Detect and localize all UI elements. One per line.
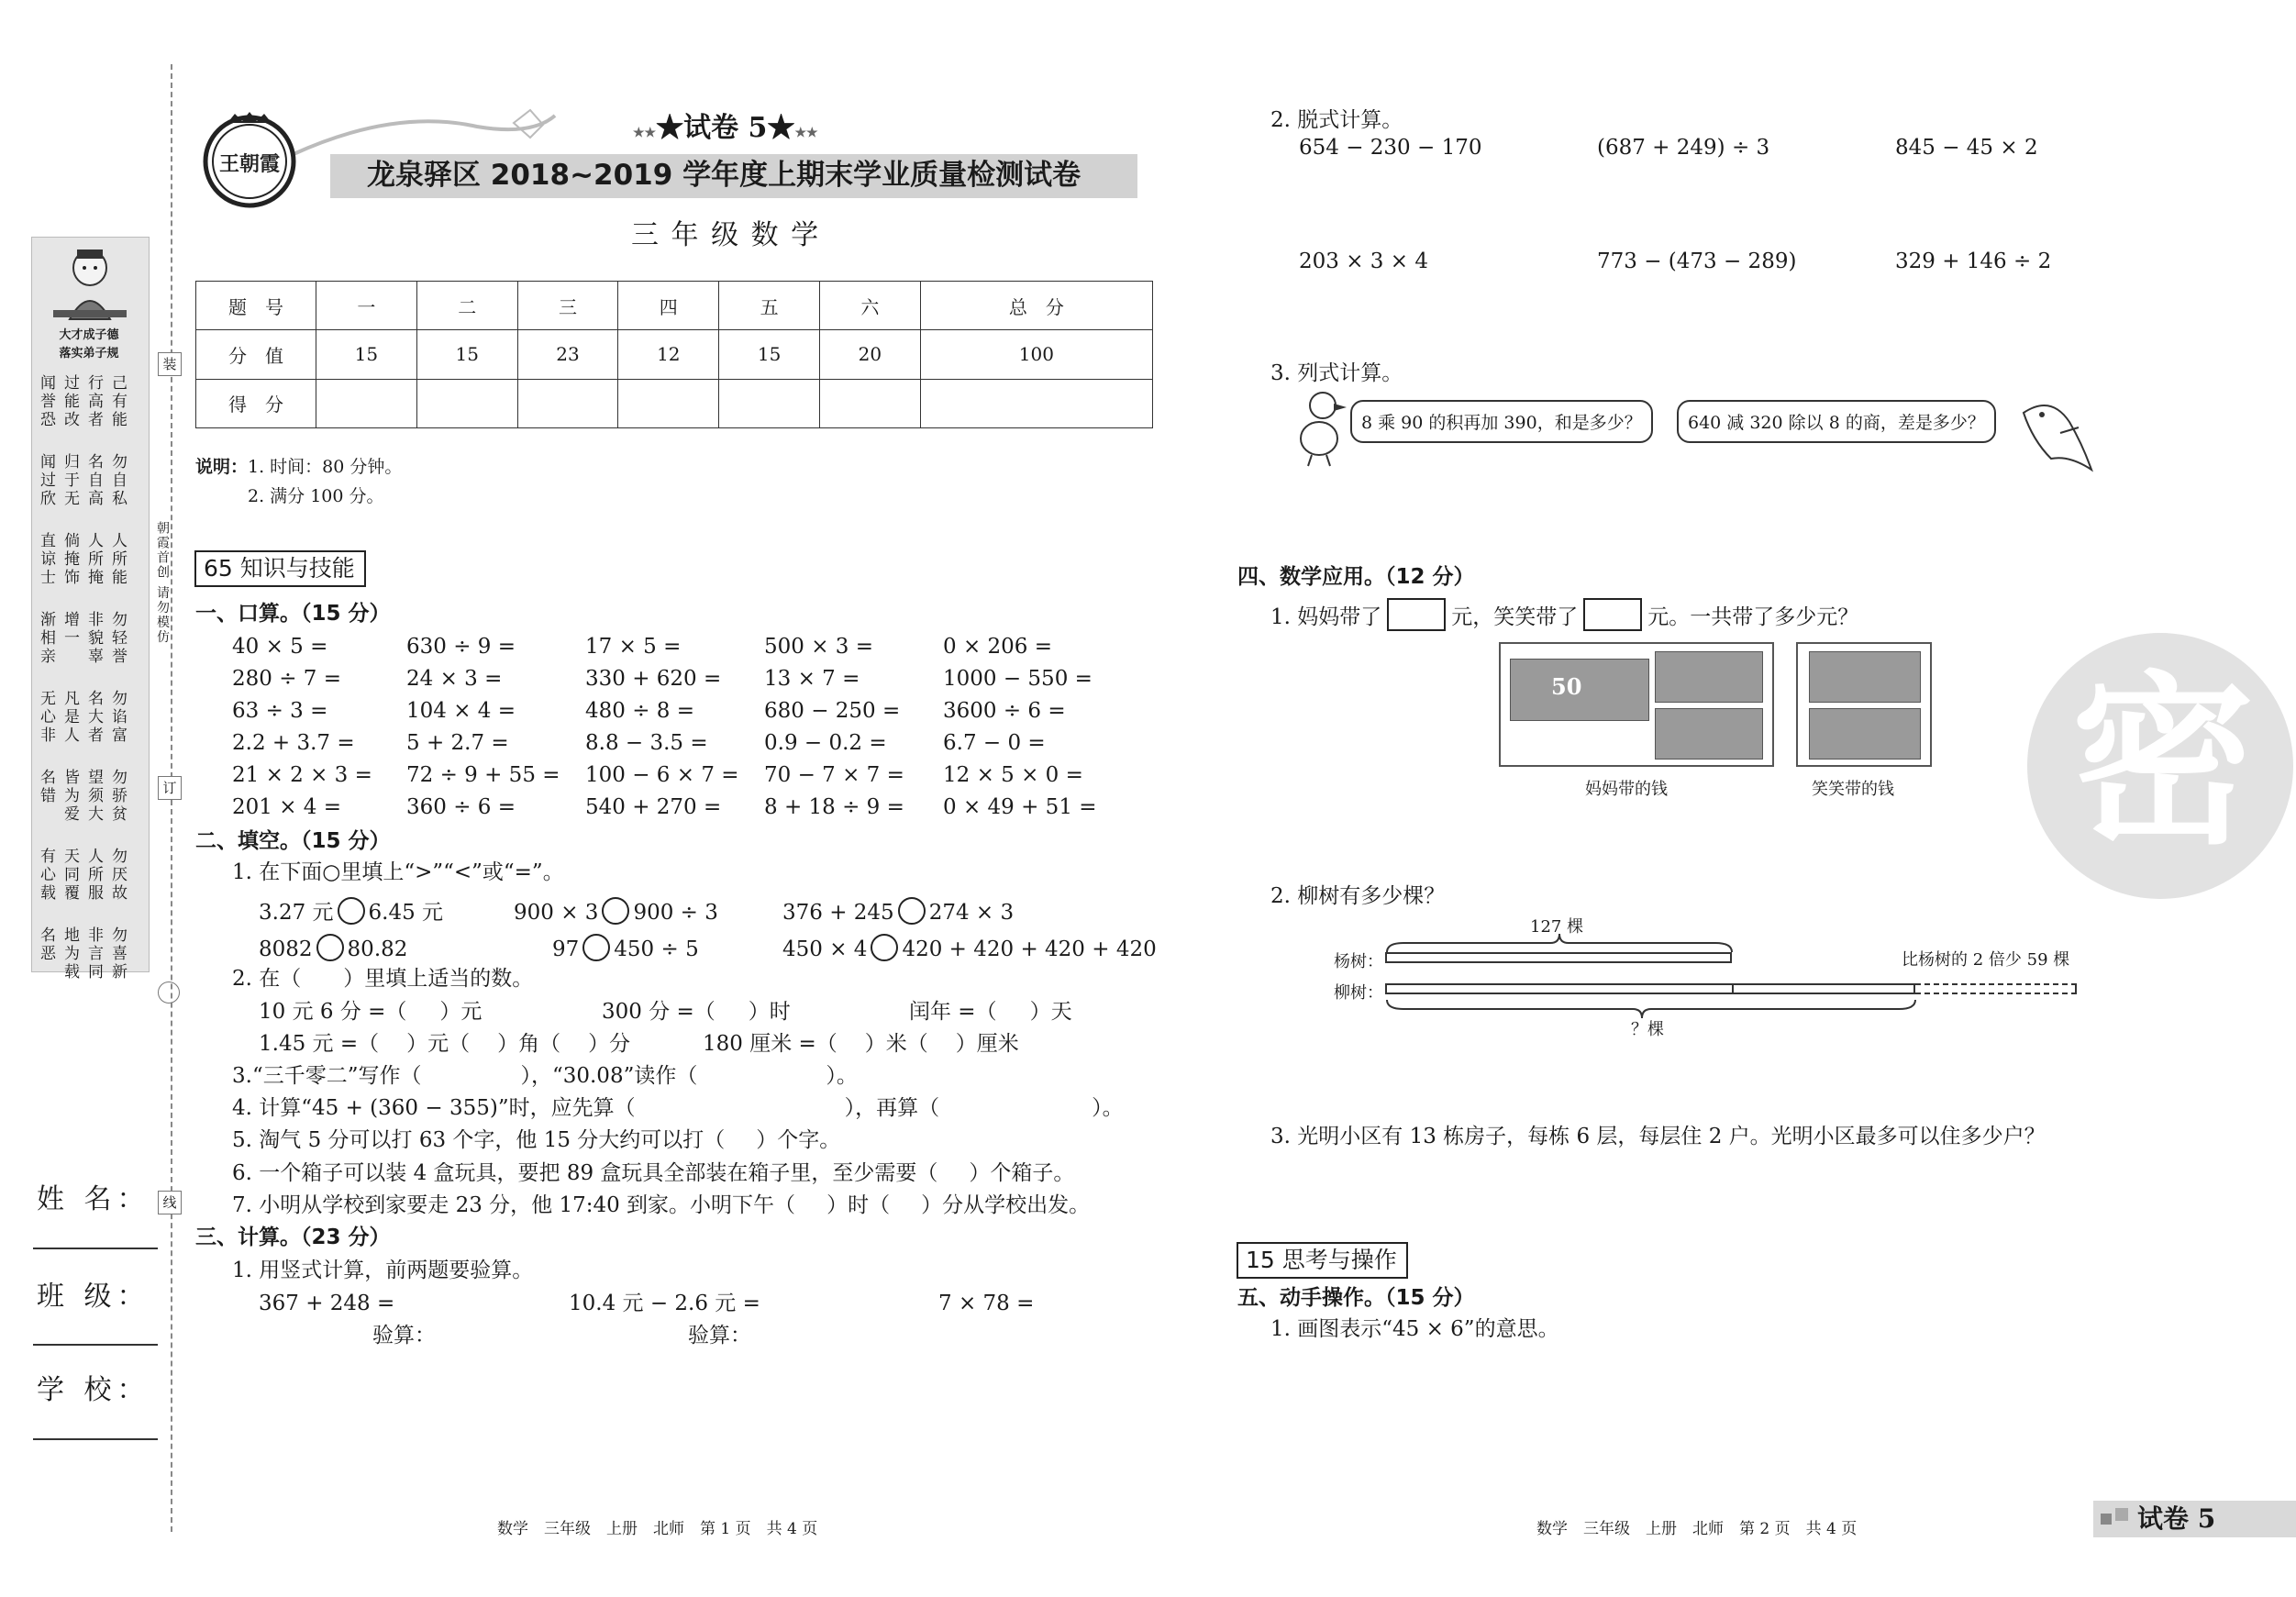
name-field[interactable] [33, 1248, 158, 1249]
score-value-4: 12 [618, 330, 719, 379]
stepwise-calc-1: 654 − 230 − 170 [1299, 136, 1482, 160]
poplar-label: 杨树： [1334, 952, 1383, 971]
word-problem-bubble-1: 8 乘 90 的积再加 390，和是多少？ [1350, 400, 1653, 443]
score-value-6: 20 [819, 330, 920, 379]
oral-calc-item: 280 ÷ 7 = [232, 667, 342, 691]
motto-column: 名恶 [37, 926, 55, 963]
fill-text: ）。 [1092, 1096, 1124, 1120]
oral-calc-item: 3600 ÷ 6 = [943, 699, 1066, 723]
fill-text: 元。一共带了多少元？ [1647, 605, 1859, 629]
oral-calc-item: 5 + 2.7 = [406, 731, 509, 755]
q4-title: 四、数学应用。（12 分） [1237, 565, 1475, 589]
score-table-earned-row [196, 379, 1153, 427]
compare-circle[interactable] [871, 934, 898, 961]
motto-column: 闻过欣 [37, 453, 55, 508]
compare-circle[interactable] [316, 934, 344, 961]
stepwise-calc-4: 203 × 3 × 4 [1299, 250, 1428, 273]
fill-text: 闰年 =（ [909, 1000, 997, 1024]
oral-calc-item: 0 × 49 + 51 = [943, 795, 1097, 819]
banknote [1809, 651, 1921, 703]
oral-calc-item: 12 × 5 × 0 = [943, 763, 1083, 787]
notes-line-1 [195, 459, 402, 476]
xiaoxiao-amount-box[interactable] [1583, 598, 1642, 631]
q3-title: 三、计算。（23 分） [195, 1225, 391, 1249]
class-label: 班 级： [37, 1281, 150, 1313]
score-table-col-4: 四 [618, 282, 719, 330]
oral-calc-item: 100 − 6 × 7 = [585, 763, 739, 787]
compare-left: 450 × 4 [782, 937, 868, 961]
mom-money-caption: 妈妈带的钱 [1585, 780, 1668, 799]
fill-item-2 [602, 1002, 791, 1023]
vertical-calc-2: 10.4 元 − 2.6 元 = [569, 1292, 760, 1315]
motto-column: 人所掩 [84, 532, 103, 587]
seal-mark-1: 装 [158, 352, 182, 376]
willow-bar-part-2 [1732, 983, 1915, 994]
motto-column: 己有能 [108, 374, 127, 429]
oral-calc-item: 1000 − 550 = [943, 667, 1093, 691]
fill-item-5 [703, 1034, 1019, 1055]
stamp-text: 密 [2071, 656, 2256, 870]
oral-calc-item: 17 × 5 = [585, 635, 682, 659]
scholar-figure-icon [48, 246, 132, 321]
motto-column: 渐相亲 [37, 611, 55, 666]
oral-calc-item: 8 + 18 ÷ 9 = [764, 795, 904, 819]
score-table-col-3: 三 [517, 282, 618, 330]
school-field[interactable] [33, 1438, 158, 1440]
motto-column: 勿轻誉 [108, 611, 127, 666]
fill-text: ）角（ [497, 1032, 561, 1056]
oral-calc-item: 330 + 620 = [585, 667, 722, 691]
logo-text: 王朝霞 [218, 152, 281, 176]
score-table-col-2: 二 [416, 282, 517, 330]
motto-column: 直谅士 [37, 532, 55, 587]
oral-calc-item: 24 × 3 = [406, 667, 503, 691]
motto-column: 地为载 [61, 926, 79, 981]
oral-calc-item: 630 ÷ 9 = [406, 635, 516, 659]
q2-s4 [232, 1098, 1124, 1119]
fifty-yuan-note [1510, 659, 1649, 721]
compare-right: 450 ÷ 5 [614, 937, 699, 961]
oral-calc-item: 201 × 4 = [232, 795, 342, 819]
willow-label: 柳树： [1334, 983, 1383, 1003]
q3-3-title: 3. 列式计算。 [1270, 361, 1403, 385]
vertical-note: 朝霞首创 请勿模仿 [155, 521, 170, 645]
score-table-col-total: 总 分 [920, 282, 1152, 330]
fill-text: 元，笑笑带了 [1451, 605, 1579, 629]
fill-text: ）。 [826, 1064, 858, 1088]
compare-left: 376 + 245 [782, 901, 894, 925]
oral-calc-item: 2.2 + 3.7 = [232, 731, 355, 755]
oral-calc-item: 540 + 270 = [585, 795, 722, 819]
q2-title: 二、填空。（15 分） [195, 829, 391, 853]
motto-column: 勿自私 [108, 453, 127, 508]
vertical-calc-1: 367 + 248 = [259, 1292, 395, 1315]
willow-question-label: ？棵 [1631, 1020, 1664, 1039]
section-title-thinking: 15 思考与操作 [1237, 1242, 1408, 1279]
compare-left: 97 [552, 937, 580, 961]
compare-left: 3.27 元 [259, 901, 334, 925]
compare-right: 80.82 [347, 937, 408, 961]
oral-calc-item: 680 − 250 = [764, 699, 901, 723]
oral-calc-item: 0.9 − 0.2 = [764, 731, 887, 755]
q5-s1: 1. 画图表示“45 × 6”的意思。 [1270, 1317, 1559, 1341]
oral-calc-item: 70 − 7 × 7 = [764, 763, 904, 787]
q4-s1 [1270, 598, 1858, 631]
score-table-header-row [196, 282, 1153, 330]
fill-text: ）时（ [826, 1193, 891, 1217]
fill-text: ）元（ [406, 1032, 471, 1056]
oral-calc-item: 63 ÷ 3 = [232, 699, 328, 723]
slogan-line-2: 落实弟子规 [59, 347, 119, 360]
compare-item-5 [552, 934, 699, 961]
motto-column: 有心载 [37, 848, 55, 903]
seal-mark-3: 线 [158, 1191, 182, 1214]
name-label: 姓 名： [37, 1183, 150, 1215]
fill-text: ），再算（ [844, 1096, 940, 1120]
stepwise-calc-3: 845 − 45 × 2 [1895, 136, 2038, 160]
willow-shortfall-bar [1915, 983, 2077, 994]
motto-column: 非言同 [84, 926, 103, 981]
fill-text: ）个箱子。 [969, 1161, 1075, 1185]
class-field[interactable] [33, 1344, 158, 1346]
score-table [195, 281, 1153, 428]
motto-column: 凡是人 [61, 690, 79, 745]
motto-column: 增一 [61, 611, 79, 648]
earned-score-cell[interactable] [719, 379, 820, 427]
earned-score-cell[interactable] [819, 379, 920, 427]
motto-column: 天同覆 [61, 848, 79, 903]
fill-text: ）天 [1029, 1000, 1072, 1024]
score-value-3: 23 [517, 330, 618, 379]
duck-cartoon-icon [1293, 385, 1348, 468]
q2-s3 [232, 1066, 858, 1087]
paper-tag: 试卷 5 [683, 112, 768, 144]
xiaoxiao-money-caption: 笑笑带的钱 [1812, 780, 1894, 799]
motto-column: 人所能 [108, 532, 127, 587]
word-problem-bubble-2: 640 减 320 除以 8 的商，差是多少？ [1677, 400, 1996, 443]
motto-column: 倘掩饰 [61, 532, 79, 587]
motto-column: 非貌辜 [84, 611, 103, 666]
fill-text: ）分 [588, 1032, 631, 1056]
exam-title: 龙泉驿区 2018~2019 学年度上期末学业质量检测试卷 [367, 159, 1081, 192]
motto-column: 勿谄富 [108, 690, 127, 745]
q2-s2: 2. 在（ ）里填上适当的数。 [232, 967, 534, 991]
oral-calc-item: 6.7 − 0 = [943, 731, 1046, 755]
oral-calc-item: 360 ÷ 6 = [406, 795, 516, 819]
poplar-brace-icon [1385, 932, 1734, 954]
vertical-calc-3: 7 × 78 = [938, 1292, 1035, 1315]
motto-column: 名自高 [84, 453, 103, 508]
fill-text: ）分从学校出发。 [921, 1193, 1091, 1217]
earned-score-cell[interactable] [920, 379, 1152, 427]
score-table-col-1: 一 [316, 282, 417, 330]
score-table-label-cell: 分 值 [196, 330, 316, 379]
motto-column: 无心非 [37, 690, 55, 745]
motto-column: 勿骄贫 [108, 769, 127, 824]
poplar-bar [1385, 952, 1732, 963]
q2-s7 [232, 1195, 1090, 1216]
compare-circle[interactable] [338, 897, 365, 925]
earned-score-cell[interactable] [618, 379, 719, 427]
oral-calc-item: 500 × 3 = [764, 635, 874, 659]
dolphin-cartoon-icon [2014, 385, 2097, 477]
fill-text: 6. 一个箱子可以装 4 盒玩具，要把 89 盒玩具全部装在箱子里，至少需要（ [232, 1161, 938, 1185]
compare-circle[interactable] [602, 897, 629, 925]
fill-text: 1. 妈妈带了 [1270, 605, 1382, 629]
fill-text: 7. 小明从学校到家要走 23 分，他 17:40 到家。小明下午（ [232, 1193, 796, 1217]
stepwise-calc-2: (687 + 249) ÷ 3 [1597, 136, 1770, 160]
compare-circle[interactable] [582, 934, 610, 961]
compare-right: 6.45 元 [368, 901, 444, 925]
earned-score-cell[interactable] [416, 379, 517, 427]
fill-text: ）米（ [864, 1032, 928, 1056]
motto-column: 名大者 [84, 690, 103, 745]
stepwise-calc-6: 329 + 146 ÷ 2 [1895, 250, 2052, 273]
compare-right: 420 + 420 + 420 + 420 [902, 937, 1157, 961]
slogan-line-1: 大才成子德 [59, 328, 119, 342]
footer-left: 数学 三年级 上册 北师 第 1 页 共 4 页 [497, 1520, 818, 1538]
motto-column: 人所服 [84, 848, 103, 903]
section-title-knowledge: 65 知识与技能 [194, 550, 366, 587]
compare-left: 900 × 3 [514, 901, 599, 925]
oral-calc-item: 8.8 − 3.5 = [585, 731, 708, 755]
q2-s6 [232, 1163, 1074, 1184]
oral-calc-item: 40 × 5 = [232, 635, 328, 659]
motto-column: 望须大 [84, 769, 103, 824]
oral-calc-item: 21 × 2 × 3 = [232, 763, 372, 787]
score-value-total: 100 [920, 330, 1152, 379]
fill-item-3 [909, 1002, 1072, 1023]
fill-text: ）个字。 [756, 1128, 841, 1152]
fill-text: 300 分 =（ [602, 1000, 715, 1024]
compare-right: 900 ÷ 3 [633, 901, 718, 925]
q4-s2: 2. 柳树有多少棵？ [1270, 884, 1446, 908]
score-table-col-5: 五 [719, 282, 820, 330]
fill-text: ）厘米 [955, 1032, 1019, 1056]
q1-title: 一、口算。（15 分） [195, 602, 391, 626]
check-label-1: 验算： [372, 1324, 436, 1347]
check-label-2: 验算： [688, 1324, 751, 1347]
fill-text: ）时 [748, 1000, 791, 1024]
poplar-count-label: 127 棵 [1530, 917, 1584, 937]
willow-relation-label: 比杨树的 2 倍少 59 棵 [1902, 950, 2070, 970]
oral-calc-item: 13 × 7 = [764, 667, 860, 691]
footer-tag: 试卷 5 [2137, 1503, 2216, 1534]
note-item: 1. 时间：80 分钟。 [248, 457, 403, 477]
motto-column: 行高者 [84, 374, 103, 429]
fill-text: ），“30.08”读作（ [520, 1064, 698, 1088]
paper-tag-title: ★★★试卷 5★★★ [633, 112, 818, 144]
motto-column: 勿喜新 [108, 926, 127, 981]
score-value-2: 15 [416, 330, 517, 379]
binding-hole-icon [158, 981, 180, 1004]
fill-item-1 [259, 1002, 482, 1023]
compare-circle[interactable] [898, 897, 926, 925]
compare-item-2 [514, 897, 718, 925]
fill-text: 10 元 6 分 =（ [259, 1000, 407, 1024]
motto-column: 勿厌故 [108, 848, 127, 903]
willow-bar-part-1 [1385, 983, 1732, 994]
fill-item-4 [259, 1034, 630, 1055]
motto-column: 闻誉恐 [37, 374, 55, 429]
footer-right: 数学 三年级 上册 北师 第 2 页 共 4 页 [1536, 1520, 1858, 1538]
xiaoxiao-money-frame [1796, 642, 1932, 767]
score-table-label-cell: 得 分 [196, 379, 316, 427]
q5-title: 五、动手操作。（15 分） [1237, 1286, 1475, 1310]
q3-2-title: 2. 脱式计算。 [1270, 108, 1403, 132]
motto-column: 名错 [37, 769, 55, 805]
compare-item-3 [782, 897, 1014, 925]
fill-text: 180 厘米 =（ [703, 1032, 837, 1056]
fill-text: ）元 [439, 1000, 482, 1024]
footer-square-icon [2115, 1508, 2128, 1521]
compare-item-6 [782, 934, 1157, 961]
q2-s5 [232, 1130, 840, 1151]
oral-calc-item: 0 × 206 = [943, 635, 1053, 659]
oral-calc-item: 72 ÷ 9 + 55 = [406, 763, 560, 787]
mom-amount-box[interactable] [1387, 598, 1446, 631]
confidential-stamp [2027, 633, 2293, 899]
bill-value: 50 [1551, 673, 1582, 700]
footer-square-icon [2101, 1514, 2112, 1525]
fill-text: 3.“三千零二”写作（ [232, 1064, 422, 1088]
mom-money-frame [1499, 642, 1774, 767]
oral-calc-item: 104 × 4 = [406, 699, 516, 723]
score-value-5: 15 [719, 330, 820, 379]
banknote [1655, 651, 1763, 703]
fill-text: 4. 计算“45 + (360 − 355)”时，应先算（ [232, 1096, 636, 1120]
compare-left: 8082 [259, 937, 313, 961]
fill-text: 5. 淘气 5 分可以打 63 个字，他 15 分大约可以打（ [232, 1128, 726, 1152]
motto-column: 过能改 [61, 374, 79, 429]
motto-column: 皆为爱 [61, 769, 79, 824]
score-table-col-6: 六 [819, 282, 920, 330]
motto-column: 归于无 [61, 453, 79, 508]
earned-score-cell[interactable] [316, 379, 417, 427]
subject-title: 三 年 级 数 学 [631, 219, 821, 251]
q2-s1: 1. 在下面○里填上“>”“<”或“=”。 [232, 860, 564, 884]
compare-item-1 [259, 897, 443, 925]
q3-s1: 1. 用竖式计算，前两题要验算。 [232, 1259, 534, 1282]
stepwise-calc-5: 773 − (473 − 289) [1597, 250, 1797, 273]
wangzhaoxia-logo-icon [200, 110, 299, 209]
banknote [1655, 708, 1763, 760]
fill-text: 1.45 元 =（ [259, 1032, 380, 1056]
oral-calc-item: 480 ÷ 8 = [585, 699, 695, 723]
school-label: 学 校： [37, 1374, 150, 1406]
banknote [1809, 708, 1921, 760]
compare-item-4 [259, 934, 407, 961]
notes-label: 说明： [195, 457, 249, 477]
score-table-label-cell: 题 号 [196, 282, 316, 330]
earned-score-cell[interactable] [517, 379, 618, 427]
score-value-1: 15 [316, 330, 417, 379]
compare-right: 274 × 3 [928, 901, 1015, 925]
q4-s3: 3. 光明小区有 13 栋房子，每栋 6 层，每层住 2 户。光明小区最多可以住多少户？ [1270, 1125, 2046, 1148]
score-table-value-row [196, 330, 1153, 379]
note-item: 2. 满分 100 分。 [248, 486, 384, 506]
seal-mark-2: 订 [158, 776, 182, 800]
